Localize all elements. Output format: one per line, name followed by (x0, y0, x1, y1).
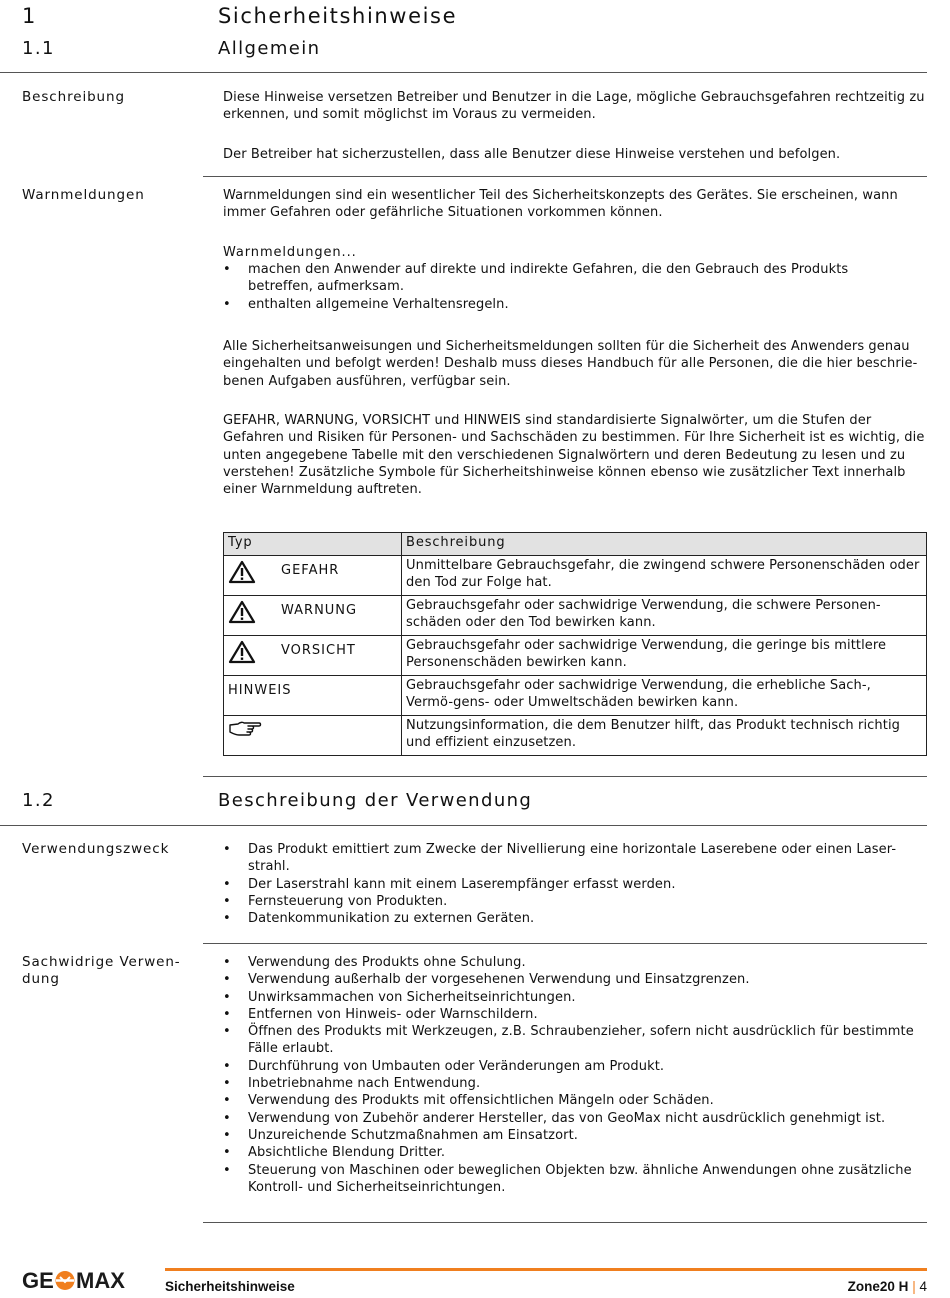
paragraph: Warnmeldungen... (223, 245, 357, 260)
list-item: • Verwendung des Produkts ohne Schulung. (223, 954, 927, 971)
list-item: • Verwendung außerhalb der vorgesehenen Verwendung und Einsatzgrenzen. (223, 971, 927, 988)
warning-triangle-icon (228, 640, 256, 664)
divider (203, 1222, 927, 1223)
table-cell: Gebrauchsgefahr oder sachwidrige Verwendung, die schwere Personen-schäden oder den Tod bewirken kann. (402, 596, 927, 636)
pointing-hand-icon (228, 720, 262, 740)
divider (0, 825, 927, 826)
list-item: • Öffnen des Produkts mit Werkzeugen, z.B. Schraubenzieher, sofern nicht ausdrücklich für bestimmte Fälle erlaubt. (223, 1023, 927, 1058)
list-item: • Inbetriebnahme nach Entwendung. (223, 1075, 927, 1092)
warning-triangle-icon (228, 600, 256, 624)
divider (0, 72, 927, 73)
table-cell: Gebrauchsgefahr oder sachwidrige Verwendung, die erhebliche Sach-, Vermö-gens- oder Umweltschäden bewirken kann. (402, 676, 927, 716)
list-item: • Entfernen von Hinweis- oder Warnschildern. (223, 1006, 927, 1023)
section-number: 1.2 (22, 790, 55, 811)
list-item: • enthalten allgemeine Verhaltensregeln. (223, 296, 901, 313)
table-cell: Unmittelbare Gebrauchsgefahr, die zwingend schwere Personenschäden oder den Tod zur Folge hat. (402, 556, 927, 596)
signal-word: VORSICHT (281, 643, 356, 658)
side-label-verwendungszweck: Verwendungszweck (22, 841, 170, 857)
paragraph: Diese Hinweise versetzen Betreiber und Benutzer in die Lage, mögliche Gebrauchsgefahren rechtzeitig zu erkennen, und somit möglichst im Voraus zu vermeiden. (223, 90, 925, 123)
list-item: • machen den Anwender auf direkte und indirekte Gefahren, die den Gebrauch des Produkts betreffen, aufmerksam. (223, 261, 901, 296)
divider (203, 176, 927, 177)
column-header-beschreibung: Beschreibung (402, 533, 927, 556)
chapter-title: Sicherheitshinweise (218, 4, 458, 28)
paragraph: Alle Sicherheitsanweisungen und Sicherheitsmeldungen sollten für die Sicherheit des Anwenders genau eingehalten und befolgt werden! Deshalb muss dieses Handbuch für alle Personen, die die hier beschrie-benen Aufgaben ausführen, verfügbar sein. (223, 339, 918, 389)
list-item: • Absichtliche Blendung Dritter. (223, 1144, 927, 1161)
paragraph: Warnmeldungen sind ein wesentlicher Teil des Sicherheitskonzepts des Gerätes. Sie erscheinen, wann immer Gefahren oder gefährliche Situationen vorkommen können. (223, 188, 898, 221)
table-row (224, 676, 927, 716)
footer-page-info (848, 1279, 927, 1294)
chapter-number: 1 (22, 4, 37, 28)
list-item: • Unzureichende Schutzmaßnahmen am Einsatzort. (223, 1127, 927, 1144)
table-row (224, 556, 927, 596)
footer-accent-bar (165, 1268, 927, 1271)
footer-page-number: 4 (919, 1279, 927, 1294)
list-item: • Unwirksammachen von Sicherheitseinrichtungen. (223, 989, 927, 1006)
list-item: • Der Laserstrahl kann mit einem Laserempfänger erfasst werden. (223, 876, 903, 893)
bullet-list (223, 261, 901, 313)
footer-product: Zone20 H (847, 1279, 909, 1294)
section-number: 1.1 (22, 38, 55, 59)
signal-word: GEFAHR (281, 563, 340, 578)
signal-word: HINWEIS (228, 683, 292, 698)
table-row (224, 636, 927, 676)
side-label-warnmeldungen: Warnmeldungen (22, 187, 145, 203)
footer-section-title: Sicherheitshinweise (165, 1279, 295, 1294)
list-item: • Durchführung von Umbauten oder Veränderungen am Produkt. (223, 1058, 927, 1075)
signal-word: WARNUNG (281, 603, 358, 618)
section-title: Beschreibung der Verwendung (218, 790, 533, 811)
bullet-list (223, 841, 903, 927)
divider (203, 943, 927, 944)
table-cell: Nutzungsinformation, die dem Benutzer hilft, das Produkt technisch richtig und effizient einzusetzen. (402, 716, 927, 756)
section-title: Allgemein (218, 38, 321, 59)
divider (203, 776, 927, 777)
paragraph: Der Betreiber hat sicherzustellen, dass alle Benutzer diese Hinweise verstehen und befolgen. (223, 147, 841, 162)
table-row (224, 596, 927, 636)
warning-triangle-icon (228, 560, 256, 584)
list-item: • Verwendung des Produkts mit offensichtlichen Mängeln oder Schäden. (223, 1092, 927, 1109)
column-header-typ: Typ (224, 533, 402, 556)
table-row (224, 716, 927, 756)
list-item: • Fernsteuerung von Produkten. (223, 893, 903, 910)
list-item: • Das Produkt emittiert zum Zwecke der Nivellierung eine horizontale Laserebene oder einen Laser-strahl. (223, 841, 903, 876)
list-item: • Steuerung von Maschinen oder beweglichen Objekten bzw. ähnliche Anwendungen ohne zusätzliche Kontroll- und Sicherheitseinrichtungen. (223, 1162, 927, 1197)
table-cell: Gebrauchsgefahr oder sachwidrige Verwendung, die geringe bis mittlere Personenschäden bewirken kann. (402, 636, 927, 676)
svg-text:MAX: MAX (76, 1268, 125, 1292)
side-label-beschreibung: Beschreibung (22, 89, 125, 105)
list-item: • Datenkommunikation zu externen Geräten. (223, 910, 903, 927)
bullet-list (223, 954, 927, 1196)
svg-text:GE: GE (22, 1268, 54, 1292)
geomax-logo (22, 1268, 152, 1292)
paragraph: GEFAHR, WARNUNG, VORSICHT und HINWEIS sind standardisierte Signalwörter, um die Stufen der Gefahren und Risiken für Personen- und Sachschäden zu bestimmen. Für Ihre Sicherheit ist es wichtig, die unten angegebene Tabelle mit den verschiedenen Signalwörtern und deren Bedeutung zu lesen und zu verstehen! Zusätzliche Symbole für Sicherheitshinweise können ebenso wie zusätzlicher Text innerhalb einer Warnmeldung auftreten. (223, 413, 925, 498)
list-item: • Verwendung von Zubehör anderer Hersteller, das von GeoMax nicht ausdrücklich genehmigt ist. (223, 1110, 927, 1127)
footer-separator: | (912, 1279, 916, 1294)
table-header-row (224, 533, 927, 556)
side-label-sachwidrige-verwendung: Sachwidrige Verwen-dung (22, 954, 181, 987)
signal-word-table (223, 532, 927, 756)
